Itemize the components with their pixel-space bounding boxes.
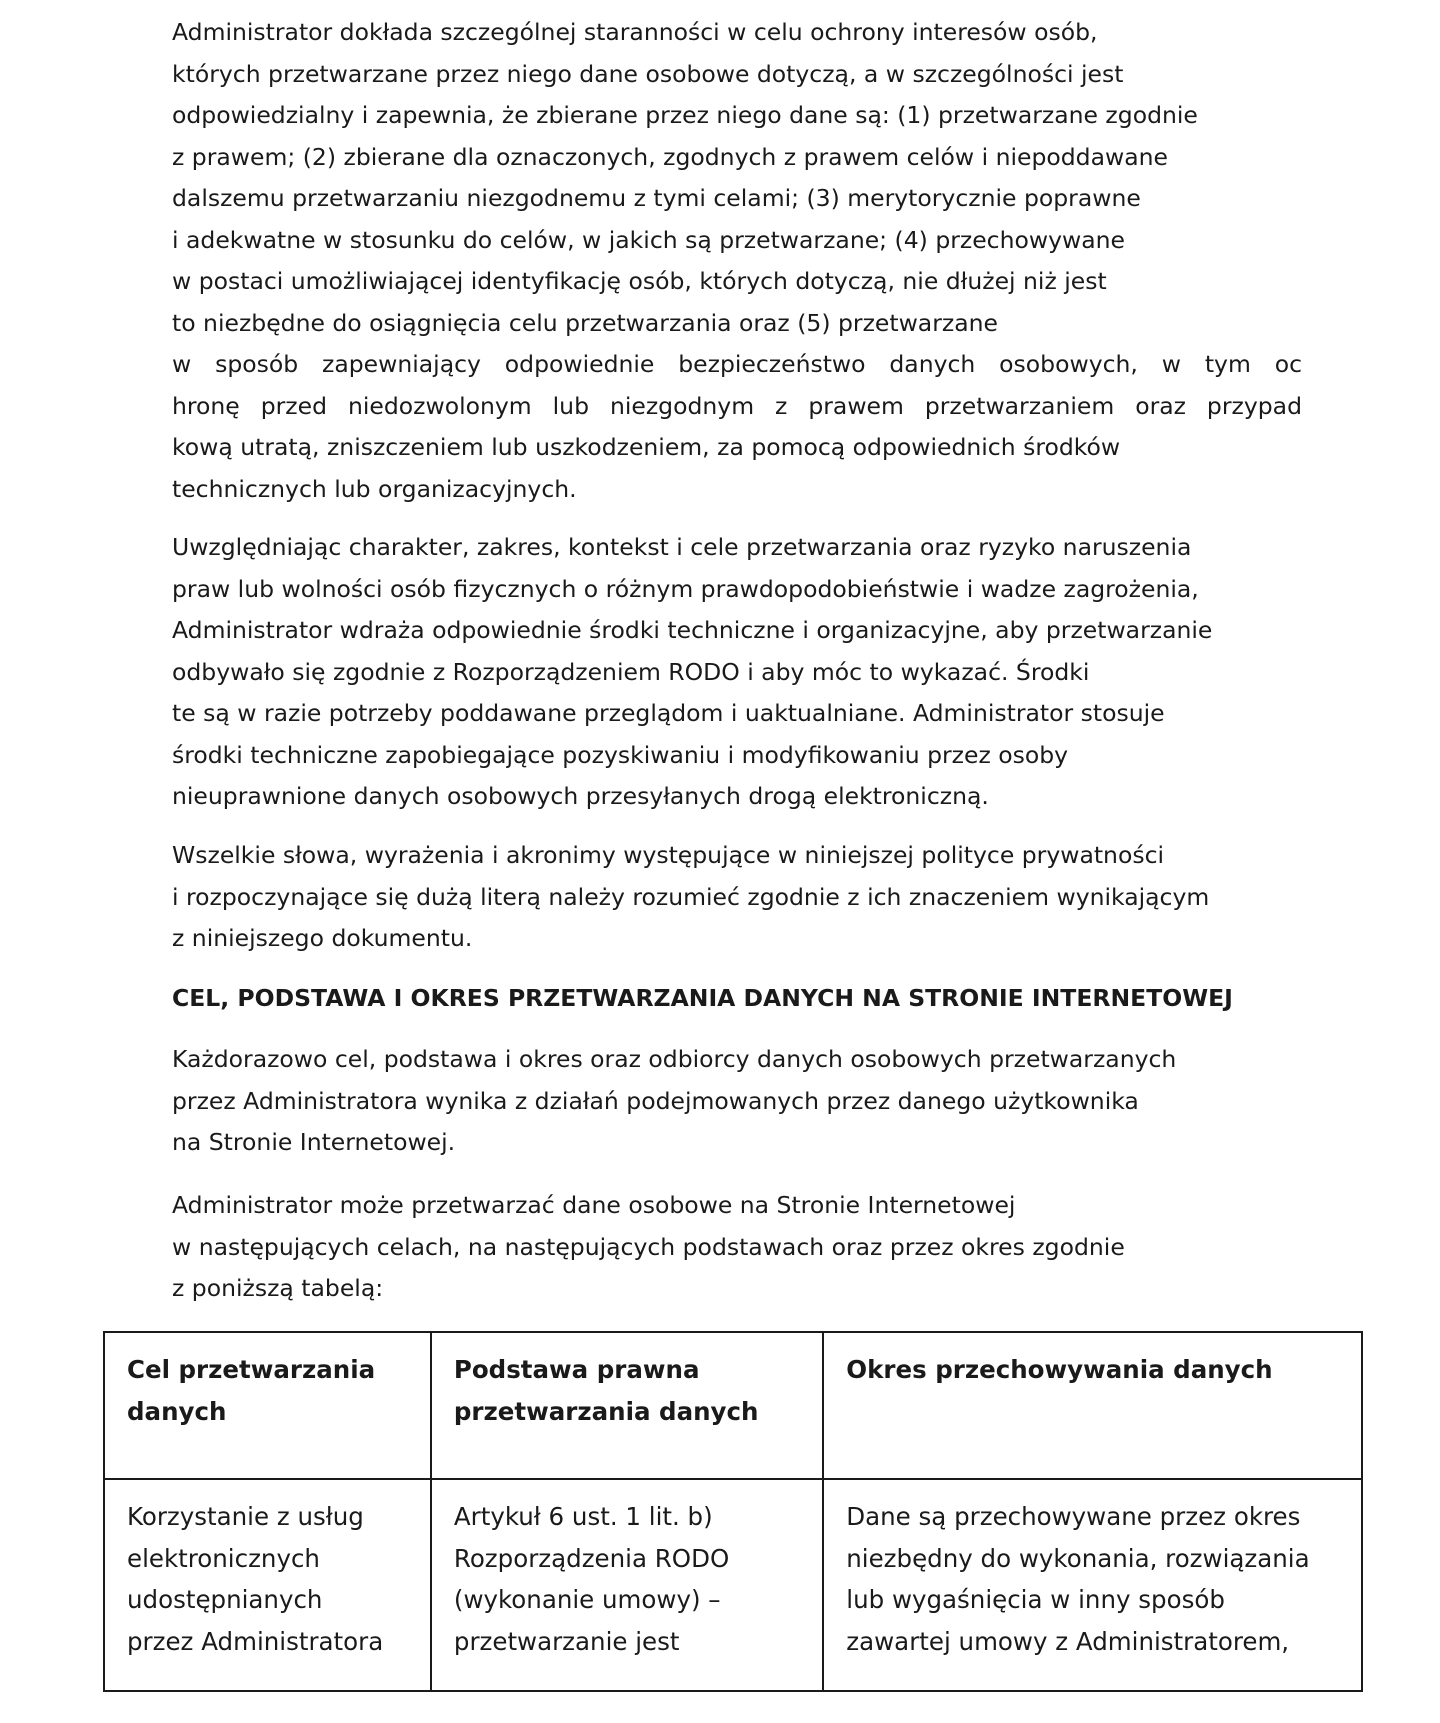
processing-table	[103, 1331, 1363, 1692]
cell-text: Korzystanie z usług	[127, 1502, 364, 1531]
text-line: na Stronie Internetowej.	[172, 1128, 456, 1156]
text-line: w sposób zapewniający odpowiednie bezpieczeństwo danych osobowych, w tym oc	[172, 350, 1302, 378]
cell-text: (wykonanie umowy) –	[453, 1585, 721, 1614]
cell-text: elektronicznych	[127, 1543, 320, 1573]
cell-text: przez Administratora	[127, 1626, 384, 1656]
text-line: z poniższą tabelą:	[172, 1274, 384, 1302]
text-line: odbywało się zgodnie z Rozporządzeniem RODO i aby móc to wykazać. Środki	[172, 657, 1090, 686]
header-text: Podstawa prawna	[453, 1355, 700, 1384]
text-line: kową utratą, zniszczeniem lub uszkodzeniem, za pomocą odpowiednich środków	[172, 433, 1121, 461]
text-line: i adekwatne w stosunku do celów, w jakich są przetwarzane; (4) przechowywane	[172, 225, 1125, 254]
cell-text: zawartej umowy z Administratorem,	[846, 1626, 1290, 1656]
cell-text: niezbędny do wykonania, rozwiązania	[846, 1543, 1310, 1573]
header-text: danych	[127, 1396, 227, 1426]
paragraph-definitions	[172, 835, 1302, 960]
text-line: technicznych lub organizacyjnych.	[172, 474, 577, 503]
cell-text: udostępnianych	[127, 1585, 323, 1614]
text-line: hronę przed niedozwolonym lub niezgodnym z prawem przetwarzaniem oraz przypad	[172, 391, 1302, 420]
header-text: Cel przetwarzania	[127, 1355, 376, 1384]
cell-text: lub wygaśnięcia w inny sposób	[846, 1585, 1225, 1614]
cell-retention	[823, 1479, 1362, 1691]
text-line: z prawem; (2) zbierane dla oznaczonych, zgodnych z prawem celów i niepoddawane	[172, 142, 1168, 171]
text-line: z niniejszego dokumentu.	[172, 924, 473, 952]
cell-text: Dane są przechowywane przez okres	[846, 1502, 1301, 1531]
section-heading: CEL, PODSTAWA I OKRES PRZETWARZANIA DANYCH NA STRONIE INTERNETOWEJ	[172, 984, 1233, 1012]
text-line: środki techniczne zapobiegające pozyskiwaniu i modyfikowaniu przez osoby	[172, 740, 1069, 769]
table-row	[104, 1479, 1362, 1691]
cell-legal-basis	[431, 1479, 823, 1691]
text-line: i rozpoczynające się dużą literą należy rozumieć zgodnie z ich znaczeniem wynikającym	[172, 882, 1210, 911]
paragraph-purpose-basis	[172, 1039, 1302, 1164]
text-line: Wszelkie słowa, wyrażenia i akronimy występujące w niniejszej polityce prywatności	[172, 841, 1165, 869]
paragraph-data-protection-principles	[172, 12, 1302, 510]
text-line: przez Administratora wynika z działań podejmowanych przez danego użytkownika	[172, 1086, 1139, 1115]
header-text: Okres przechowywania danych	[846, 1355, 1273, 1384]
text-line: których przetwarzane przez niego dane osobowe dotyczą, a w szczególności jest	[172, 59, 1124, 88]
text-line: dalszemu przetwarzaniu niezgodnemu z tymi celami; (3) merytorycznie poprawne	[172, 184, 1141, 212]
text-line: w postaci umożliwiającej identyfikację osób, których dotyczą, nie dłużej niż jest	[172, 267, 1107, 295]
cell-text: Artykuł 6 ust. 1 lit. b)	[453, 1502, 713, 1531]
text-line: praw lub wolności osób fizycznych o różnym prawdopodobieństwie i wadze zagrożenia,	[172, 574, 1199, 603]
text-line: Administrator wdraża odpowiednie środki techniczne i organizacyjne, aby przetwarzanie	[172, 616, 1213, 644]
cell-text: przetwarzanie jest	[453, 1626, 680, 1656]
text-line: nieuprawnione danych osobowych przesyłanych drogą elektroniczną.	[172, 782, 989, 810]
header-cell-retention	[823, 1332, 1362, 1479]
text-line: odpowiedzialny i zapewnia, że zbierane przez niego dane są: (1) przetwarzane zgodnie	[172, 101, 1198, 129]
cell-purpose	[104, 1479, 431, 1691]
cell-text: Rozporządzenia RODO	[453, 1543, 730, 1573]
paragraph-table-intro	[172, 1185, 1302, 1310]
text-line: Uwzględniając charakter, zakres, kontekst i cele przetwarzania oraz ryzyko naruszenia	[172, 533, 1192, 561]
text-line: Administrator może przetwarzać dane osobowe na Stronie Internetowej	[172, 1191, 1016, 1219]
header-cell-purpose	[104, 1332, 431, 1479]
text-line: Każdorazowo cel, podstawa i okres oraz odbiorcy danych osobowych przetwarzanych	[172, 1045, 1177, 1073]
paragraph-technical-measures	[172, 527, 1302, 818]
text-line: w następujących celach, na następujących podstawach oraz przez okres zgodnie	[172, 1232, 1125, 1261]
text-line: Administrator dokłada szczególnej staranności w celu ochrony interesów osób,	[172, 18, 1098, 46]
table-header-row	[104, 1332, 1362, 1479]
text-line: to niezbędne do osiągnięcia celu przetwarzania oraz (5) przetwarzane	[172, 308, 998, 337]
header-cell-legal-basis	[431, 1332, 823, 1479]
header-text: przetwarzania danych	[453, 1396, 759, 1426]
text-line: te są w razie potrzeby poddawane przeglądom i uaktualniane. Administrator stosuje	[172, 699, 1165, 727]
